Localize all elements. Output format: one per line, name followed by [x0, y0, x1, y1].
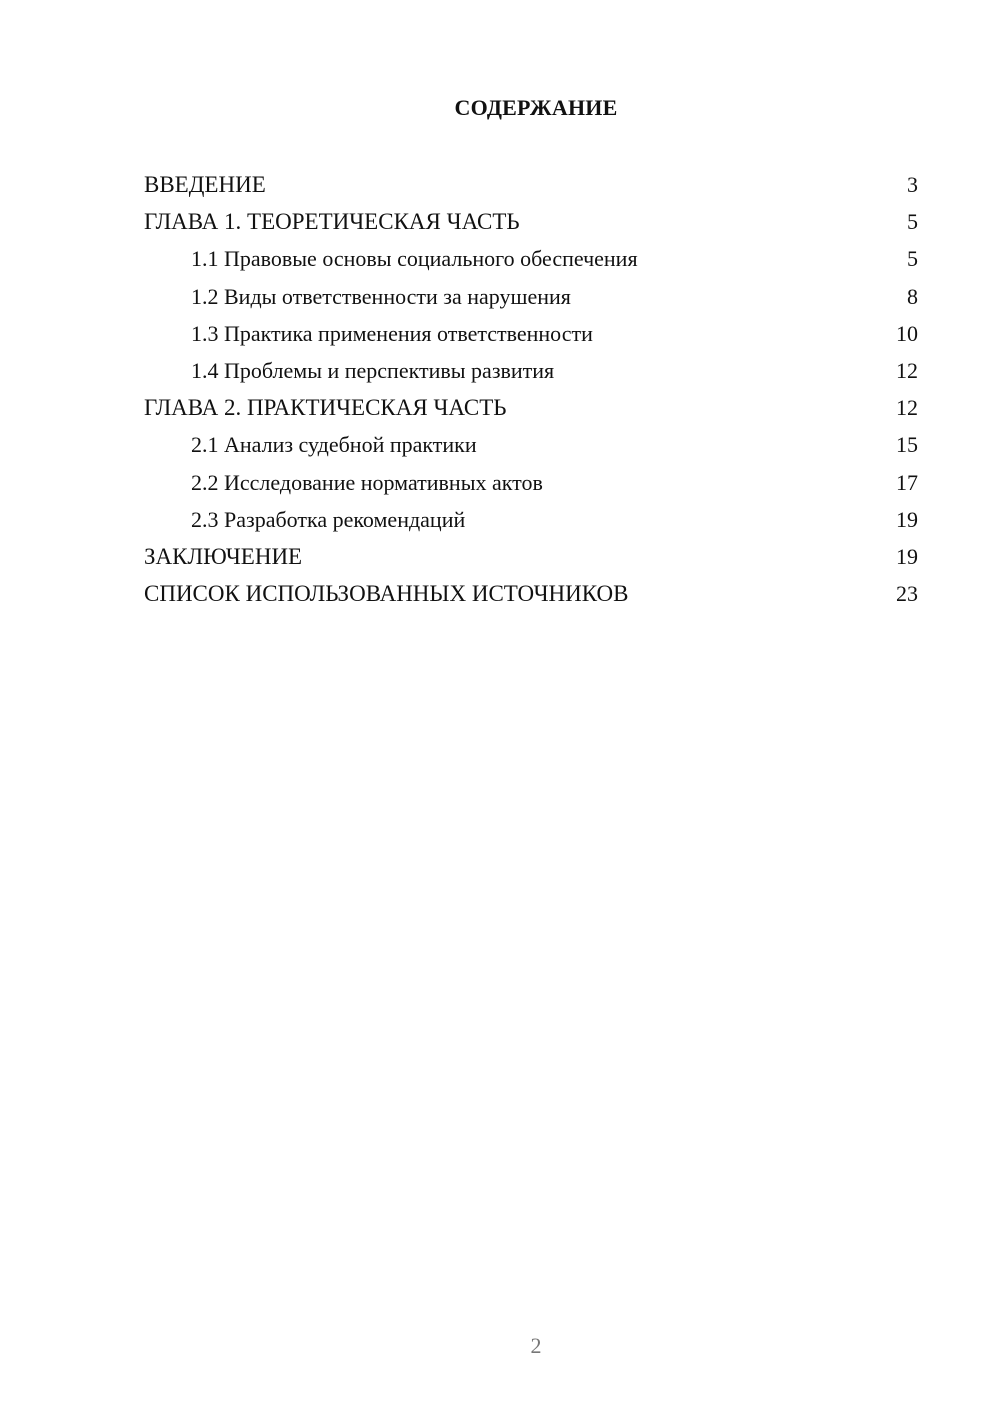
toc-entry-label: ВВЕДЕНИЕ	[144, 172, 266, 197]
toc-entry-section-1-1[interactable]	[144, 240, 918, 277]
toc-entry-page: 23	[896, 581, 918, 607]
page-number: 2	[530, 1333, 542, 1358]
toc-entry-page: 10	[896, 320, 918, 346]
toc-entry-label: 2.3 Разработка рекомендаций	[191, 506, 466, 532]
toc-entry-introduction[interactable]	[144, 166, 918, 203]
toc-entry-page: 19	[896, 506, 918, 532]
toc-entry-page: 8	[907, 283, 918, 309]
toc-entry-chapter-1[interactable]	[144, 203, 918, 240]
toc-entry-label: ЗАКЛЮЧЕНИЕ	[144, 543, 303, 569]
toc-entry-label: СПИСОК ИСПОЛЬЗОВАННЫХ ИСТОЧНИКОВ	[144, 581, 629, 607]
toc-entry-conclusion[interactable]	[144, 538, 918, 575]
toc-entry-page: 17	[896, 469, 918, 495]
toc-entry-label: ГЛАВА 2. ПРАКТИЧЕСКАЯ ЧАСТЬ	[144, 395, 507, 421]
toc-entry-page: 15	[896, 432, 918, 458]
toc-entry-label: 2.1 Анализ судебной практики	[191, 432, 477, 458]
toc-entry-chapter-2[interactable]	[144, 389, 918, 426]
toc-entry-section-1-3[interactable]	[144, 315, 918, 352]
toc-entry-page: 5	[907, 246, 918, 272]
table-of-contents	[144, 166, 918, 612]
toc-entry-label: 1.3 Практика применения ответственности	[191, 320, 593, 346]
toc-entry-page: 12	[896, 395, 918, 421]
toc-entry-label: 2.2 Исследование нормативных актов	[191, 469, 543, 495]
toc-entry-page: 12	[896, 357, 918, 383]
toc-entry-section-2-1[interactable]	[144, 426, 918, 463]
toc-entry-page: 3	[907, 172, 918, 197]
toc-entry-references[interactable]	[144, 575, 918, 612]
toc-entry-label: 1.1 Правовые основы социального обеспечения	[191, 246, 638, 272]
toc-entry-page: 19	[896, 543, 918, 569]
toc-entry-section-1-2[interactable]	[144, 278, 918, 315]
toc-entry-section-2-3[interactable]	[144, 501, 918, 538]
toc-entry-section-1-4[interactable]	[144, 352, 918, 389]
toc-entry-section-2-2[interactable]	[144, 464, 918, 501]
toc-entry-label: ГЛАВА 1. ТЕОРЕТИЧЕСКАЯ ЧАСТЬ	[144, 209, 520, 235]
toc-entry-label: 1.2 Виды ответственности за нарушения	[191, 283, 571, 309]
page-title: СОДЕРЖАНИЕ	[454, 95, 618, 120]
toc-entry-label: 1.4 Проблемы и перспективы развития	[191, 357, 555, 383]
toc-entry-page: 5	[907, 209, 918, 235]
